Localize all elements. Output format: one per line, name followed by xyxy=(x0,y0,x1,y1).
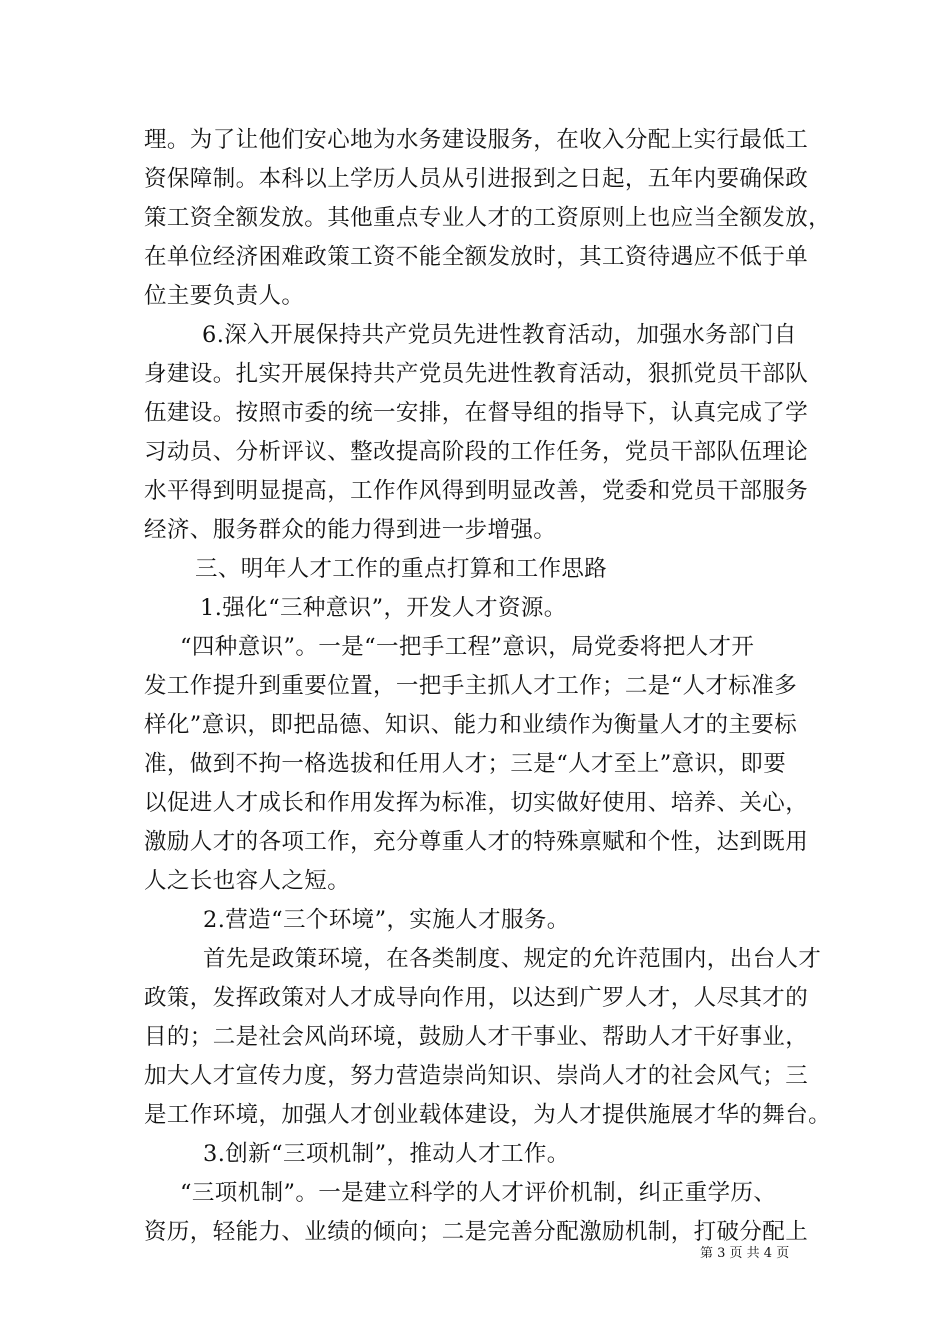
body-line: 以促进人才成长和作用发挥为标准，切实做好使用、培养、关心， xyxy=(144,790,809,816)
body-line: 人之长也容人之短。 xyxy=(144,868,351,894)
body-line: 位主要负责人。 xyxy=(144,283,305,309)
body-line: 激励人才的各项工作，充分尊重人才的特殊禀赋和个性，达到既用 xyxy=(144,829,809,855)
page-number: 第 3 页 共 4 页 xyxy=(700,1246,790,1261)
body-line: 经济、服务群众的能力得到进一步增强。 xyxy=(144,517,557,543)
chapter-heading: 三、明年人才工作的重点打算和工作思路 xyxy=(195,556,608,582)
body-line: 政策，发挥政策对人才成导向作用，以达到广罗人才，人尽其才的 xyxy=(144,985,809,1011)
body-line: 习动员、分析评议、整改提高阶段的工作任务，党员干部队伍理论 xyxy=(144,439,809,465)
body-line: 首先是政策环境，在各类制度、规定的允许范围内，出台人才 xyxy=(203,946,822,972)
body-line: 发工作提升到重要位置，一把手主抓人才工作；二是“人才标准多 xyxy=(144,673,798,699)
body-line: 策工资全额发放。其他重点专业人才的工资原则上也应当全额发放， xyxy=(144,205,832,231)
section-heading: 6.深入开展保持共产党员先进性教育活动，加强水务部门自 xyxy=(202,322,797,348)
body-line: 样化”意识，即把品德、知识、能力和业绩作为衡量人才的主要标 xyxy=(144,712,798,738)
body-line: 身建设。扎实开展保持共产党员先进性教育活动，狠抓党员干部队 xyxy=(144,361,809,387)
section-heading: 2.营造“三个环境”，实施人才服务。 xyxy=(203,907,570,933)
section-heading: 1.强化“三种意识”，开发人才资源。 xyxy=(200,595,567,621)
body-line: 加大人才宣传力度，努力营造崇尚知识、崇尚人才的社会风气；三 xyxy=(144,1063,809,1089)
body-line: “三项机制”。一是建立科学的人才评价机制，纠正重学历、 xyxy=(180,1180,777,1206)
body-line: 在单位经济困难政策工资不能全额发放时，其工资待遇应不低于单 xyxy=(144,244,809,270)
body-line: 资历，轻能力、业绩的倾向；二是完善分配激励机制，打破分配上 xyxy=(144,1219,809,1245)
body-line: 资保障制。本科以上学历人员从引进报到之日起，五年内要确保政 xyxy=(144,166,809,192)
body-line: 伍建设。按照市委的统一安排，在督导组的指导下，认真完成了学 xyxy=(144,400,809,426)
body-line: 准，做到不拘一格选拔和任用人才；三是“人才至上”意识，即要 xyxy=(144,751,787,777)
body-line: 水平得到明显提高，工作作风得到明显改善，党委和党员干部服务 xyxy=(144,478,809,504)
body-line: 理。为了让他们安心地为水务建设服务，在收入分配上实行最低工 xyxy=(144,127,809,153)
body-line: 目的；二是社会风尚环境，鼓励人才干事业、帮助人才干好事业， xyxy=(144,1024,809,1050)
body-line: “四种意识”。一是“一把手工程”意识，局党委将把人才开 xyxy=(180,634,755,660)
section-heading: 3.创新“三项机制”，推动人才工作。 xyxy=(203,1141,570,1167)
body-line: 是工作环境，加强人才创业载体建设，为人才提供施展才华的舞台。 xyxy=(144,1102,832,1128)
